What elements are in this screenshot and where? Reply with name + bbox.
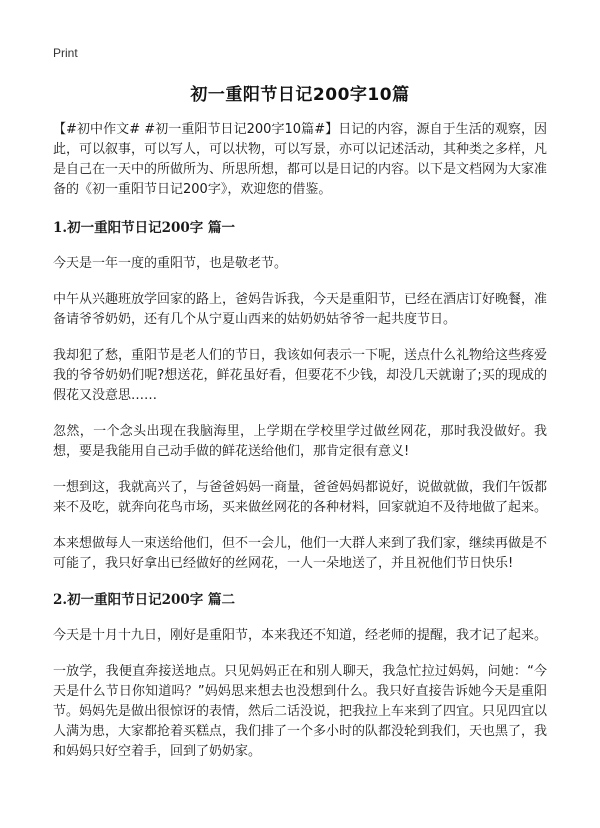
paragraph: 本来想做每人一束送给他们，但不一会儿，他们一大群人来到了我们家，继续再做是不可能了，我只好拿出已经做好的丝网花，一人一朵地送了，并且祝他们节日快乐! bbox=[53, 536, 548, 571]
intro-paragraph: 【#初中作文# #初一重阳节日记200字10篇#】日记的内容，源自于生活的观察，因此，可以叙事，可以写人，可以状物，可以写景，亦可以记述活动，其种类之多样，凡是自己在一天中的所做所为、所思所想，都可以是日记的内容。以下是文档网为大家准备的《初一重阳节日记200字》，欢迎您的借鉴。 bbox=[53, 122, 548, 197]
paragraph: 今天是十月十九日，刚好是重阳节，本来我还不知道，经老师的提醒，我才记了起来。 bbox=[53, 628, 548, 643]
section-1 bbox=[53, 218, 547, 574]
section-heading: 1.初一重阳节日记200字 篇一 bbox=[53, 220, 235, 236]
page-title: 初一重阳节日记200字10篇 bbox=[190, 85, 410, 105]
paragraph: 忽然，一个念头出现在我脑海里，上学期在学校里学过做丝网花，那时我没做好。我想，要是我能用自己动手做的鲜花送给他们，那肯定很有意义! bbox=[53, 424, 547, 459]
paragraph: 一想到这，我就高兴了，与爸爸妈妈一商量，爸爸妈妈都说好，说做就做，我们午饭都来不及吃，就奔向花鸟市场，买来做丝网花的各种材料，回家就迫不及待地做了起来。 bbox=[53, 480, 548, 515]
print-label: Print bbox=[53, 46, 78, 60]
section-heading: 2.初一重阳节日记200字 篇二 bbox=[53, 592, 235, 608]
paragraph: 中午从兴趣班放学回家的路上，爸妈告诉我，今天是重阳节，已经在酒店订好晚餐，准备请爷爷奶奶，还有几个从宁夏山西来的姑奶奶姑爷爷一起共度节日。 bbox=[53, 292, 548, 327]
paragraph: 我却犯了愁，重阳节是老人们的节日，我该如何表示一下呢，送点什么礼物给这些疼爱我的爷爷奶奶们呢?想送花，鲜花虽好看，但要花不少钱，却没几天就谢了;买的现成的假花又没意思…… bbox=[53, 348, 548, 403]
paragraph: 一放学，我便直奔接送地点。只见妈妈正在和别人聊天，我急忙拉过妈妈，问她：“今天是什么节日你知道吗？”妈妈思来想去也没想到什么。我只好直接告诉她今天是重阳节。妈妈先是做出很惊讶的表情，然后二话没说，把我拉上车来到了四宜。只见四宜以人满为患，大家都抢着买糕点，我们排了一个多小时的队都没轮到我们，天也黑了，我和妈妈只好空着手，回到了奶奶家。 bbox=[53, 664, 548, 759]
section-2 bbox=[53, 590, 547, 762]
document-body bbox=[53, 120, 547, 778]
paragraph: 今天是一年一度的重阳节，也是敬老节。 bbox=[53, 256, 288, 271]
